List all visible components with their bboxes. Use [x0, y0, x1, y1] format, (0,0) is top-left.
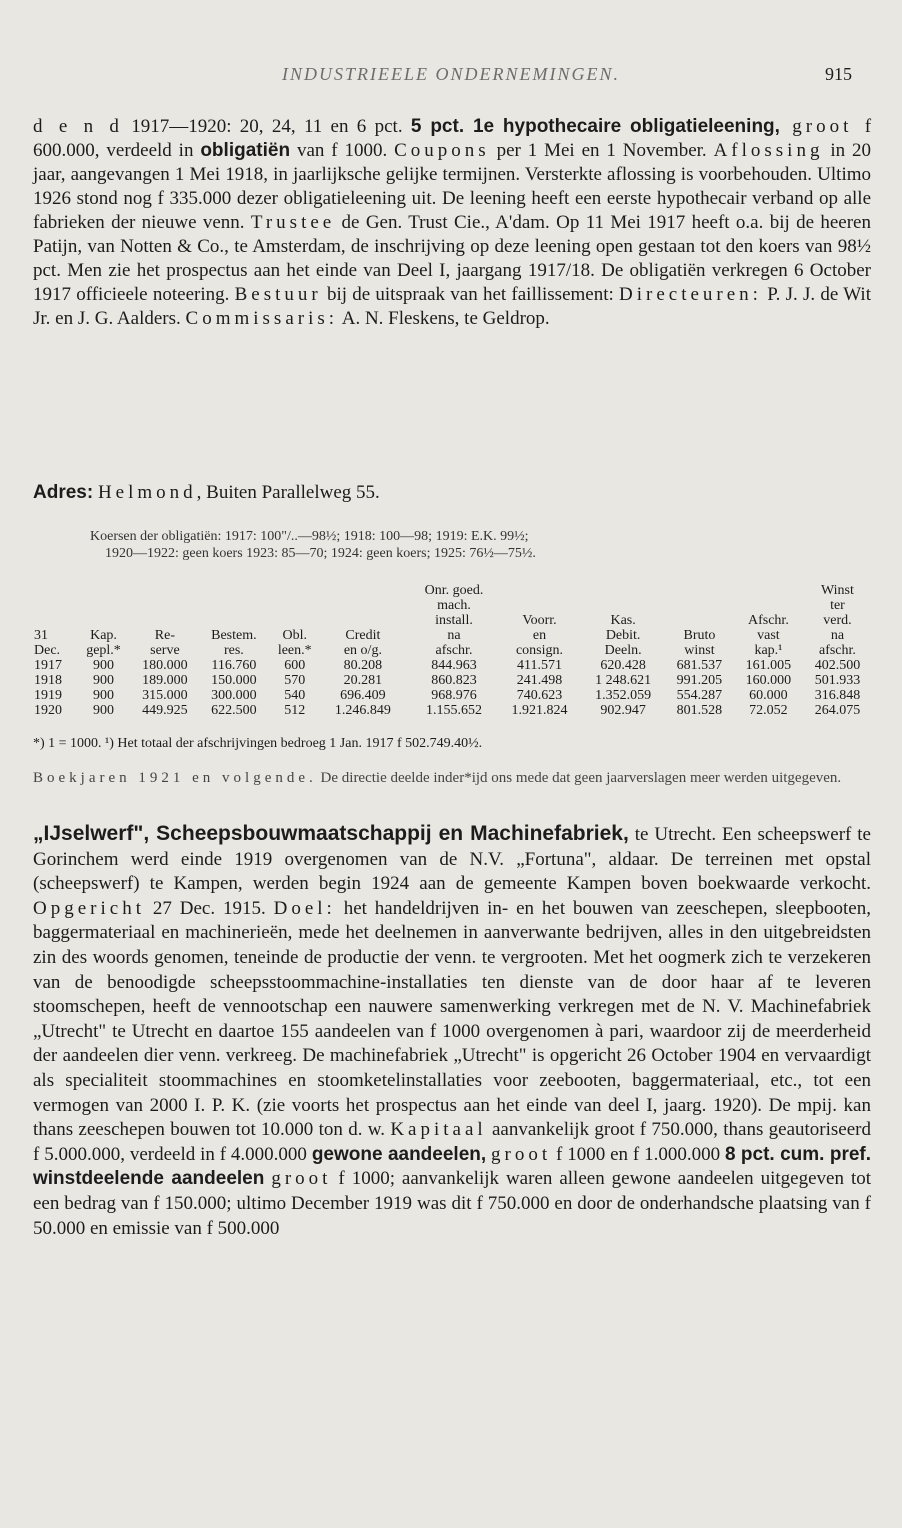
- table-cell: 1920: [34, 703, 62, 718]
- table-cell: 570: [284, 673, 306, 688]
- table-header-row: [32, 643, 872, 658]
- text-run: d e n d: [33, 116, 123, 137]
- table-cell: 681.537: [676, 658, 723, 673]
- table-row: [32, 673, 872, 688]
- company-paragraph: [33, 822, 871, 1241]
- table-cell: 1.352.059: [595, 688, 652, 703]
- text-run: in 20 jaar, aangevangen 1 Mei 1918, in jaarlijksche gelijke termijnen. Versterkte aflossing is voorbehouden. Ultimo 1926 stond nog f 335.000 dezer obligatieleening uit. De leening heeft een eerste hypothecair verband op alle fabrieken der nieuwe venn.: [33, 140, 872, 233]
- table-header-row: [32, 598, 872, 613]
- address-city: Helmond: [97, 482, 197, 503]
- table-cell: 411.571: [517, 658, 562, 673]
- table-header-row: [32, 628, 872, 643]
- table-cell: 189.000: [142, 673, 188, 688]
- table-cell: leen.*: [277, 643, 312, 658]
- table-cell: [32, 583, 77, 598]
- text-run: A. N. Fleskens, te Geldrop.: [338, 308, 550, 329]
- table-cell: [665, 583, 734, 598]
- text-run: groot: [779, 116, 865, 137]
- table-cell: [268, 613, 321, 628]
- table-cell: afschr.: [435, 643, 473, 658]
- table-cell: 315.000: [142, 688, 188, 703]
- table-cell: 72.052: [749, 703, 788, 718]
- table-cell: 1.921.824: [511, 703, 568, 718]
- table-cell: 316.848: [814, 688, 861, 703]
- table-cell: [130, 613, 199, 628]
- table-cell: mach.: [437, 598, 471, 613]
- table-cell: 180.000: [142, 658, 188, 673]
- table-cell: 900: [93, 703, 114, 718]
- table-cell: Debit.: [605, 628, 641, 643]
- address-street: , Buiten Parallelweg 55.: [196, 482, 380, 503]
- text-run: 1917—1920: 20, 24, 11 en 6 pct.: [122, 116, 411, 137]
- table-cell: 1919: [34, 688, 62, 703]
- table-cell: 991.205: [676, 673, 723, 688]
- text-run: f 1000; aanvankelijk waren alleen gewone aandeelen uitgegeven tot een bedrag van f 150.000; ultimo December 1919 was dit f 750.000 en door de onderhandsche plaatsing van f 50.000 en emissie van f 500.000: [33, 1168, 871, 1239]
- table-cell: Deeln.: [604, 643, 642, 658]
- table-cell: [77, 613, 131, 628]
- table-row: [32, 658, 872, 673]
- text-run: te Utrecht. Een scheepswerf te Gorinchem werd einde 1919 overgenomen van de N.V. „Fortuna", aldaar. De terreinen met opstal (scheepswerf) te Kampen, werden begin 1924 aan de gemeente Kampen boven boekwaarde verkocht.: [33, 824, 871, 895]
- table-cell: [199, 583, 268, 598]
- page-number: 915: [825, 64, 852, 84]
- table-cell: 968.976: [431, 688, 477, 703]
- table-cell: [581, 598, 665, 613]
- table-cell: Re-: [154, 628, 175, 643]
- table-cell: [321, 598, 405, 613]
- table-cell: [268, 583, 321, 598]
- table-cell: 116.760: [211, 658, 257, 673]
- table-cell: [130, 583, 199, 598]
- table-cell: Bestem.: [211, 628, 257, 643]
- text-run: van f 1000.: [290, 140, 395, 161]
- fiscal-years-note: [33, 770, 871, 786]
- table-cell: [581, 583, 665, 598]
- table-cell: 1917: [34, 658, 62, 673]
- table-cell: 902.947: [600, 703, 646, 718]
- table-cell: 20.281: [343, 673, 383, 688]
- table-cell: 600: [284, 658, 306, 673]
- table-cell: afschr.: [818, 643, 856, 658]
- page-header: [0, 60, 902, 90]
- table-cell: 31: [34, 628, 48, 643]
- spaced-term: Doel:: [273, 897, 336, 919]
- table-cell: 264.075: [814, 703, 861, 718]
- table-cell: en o/g.: [343, 643, 382, 658]
- text-run: f 1000 en f 1.000.000: [551, 1143, 725, 1165]
- text-run: aanvankelijk groot f 750.000, thans geautoriseerd f 5.000.000, verdeeld in f 4.000.000: [33, 1119, 872, 1165]
- table-cell: 80.208: [343, 658, 383, 673]
- spaced-term: Directeuren:: [619, 284, 762, 305]
- financial-table: [32, 583, 872, 718]
- table-cell: 1.246.849: [334, 703, 391, 718]
- bond-heading-2: obligatiën: [200, 140, 291, 161]
- table-cell: [734, 583, 803, 598]
- text-run: De directie deelde inder*ijd ons mede dat geen jaarverslagen meer werden uitgegeven.: [316, 770, 842, 786]
- table-cell: ter: [830, 598, 845, 613]
- table-cell: res.: [223, 643, 244, 658]
- table-cell: 900: [93, 688, 114, 703]
- spaced-term: groot: [271, 1168, 332, 1190]
- table-cell: Obl.: [282, 628, 307, 643]
- table-footnote: *) 1 = 1000. ¹) Het totaal der afschrijvingen bedroeg 1 Jan. 1917 f 502.749.40½.: [33, 736, 483, 751]
- table-cell: 300.000: [211, 688, 257, 703]
- text-run: f 600.000, verdeeld in: [33, 116, 872, 161]
- table-cell: 241.498: [516, 673, 563, 688]
- table-cell: Winst: [821, 583, 854, 598]
- table-cell: 1.155.652: [425, 703, 482, 718]
- text-run: de Gen. Trust Cie., A'dam. Op 11 Mei 1917 heeft o.a. bij de heeren Patijn, van Notten & Co., te Amsterdam, de inschrijving op deze leening open gestaan tot den koers van 98½ pct. Men zie het prospectus aan het einde van Deel I, jaargang 1917/18. De obligatiën verkregen 6 October 1917 officieele noteering.: [33, 212, 871, 305]
- table-cell: 161.005: [745, 658, 792, 673]
- table-cell: Kap.: [90, 628, 117, 643]
- spaced-term: Boekjaren 1921 en volgende.: [33, 770, 317, 786]
- table-cell: [498, 583, 582, 598]
- table-cell: [498, 598, 582, 613]
- obligation-paragraph: [33, 115, 871, 331]
- table-cell: [32, 598, 77, 613]
- share-type: gewone aandeelen,: [311, 1143, 487, 1165]
- spaced-term: Kapitaal: [390, 1119, 487, 1141]
- table-cell: consign.: [515, 643, 564, 658]
- financial-table-body: [32, 583, 872, 718]
- table-cell: Afschr.: [748, 613, 789, 628]
- table-cell: na: [830, 628, 845, 643]
- table-cell: kap.¹: [754, 643, 783, 658]
- table-cell: Kas.: [610, 613, 636, 628]
- table-cell: 696.409: [340, 688, 386, 703]
- table-cell: [32, 613, 77, 628]
- table-cell: 1918: [34, 673, 62, 688]
- table-cell: 554.287: [676, 688, 723, 703]
- table-cell: [321, 613, 405, 628]
- spaced-term: groot: [491, 1143, 552, 1165]
- address-label: Adres:: [33, 482, 94, 503]
- text-run: bij de uitspraak van het faillissement:: [321, 284, 620, 305]
- table-cell: winst: [684, 643, 715, 658]
- bond-heading: 5 pct. 1e hypothecaire obligatieleening,: [410, 116, 780, 137]
- table-cell: 449.925: [142, 703, 188, 718]
- table-cell: 150.000: [211, 673, 257, 688]
- running-head: INDUSTRIEELE ONDERNEMINGEN.: [282, 64, 620, 84]
- text-run: P. J. J. de Wit Jr. en J. G. Aalders.: [33, 284, 871, 329]
- table-header-row: [32, 613, 872, 628]
- table-cell: 622.500: [211, 703, 257, 718]
- table-cell: [734, 598, 803, 613]
- table-cell: Credit: [345, 628, 381, 643]
- table-cell: en: [532, 628, 547, 643]
- table-cell: serve: [150, 643, 180, 658]
- table-cell: 512: [284, 703, 306, 718]
- spaced-term: Trustee: [250, 212, 336, 233]
- quotes-line: Koersen der obligatiën: 1917: 100"/..—98½; 1918: 100—98; 1919: E.K. 99½;: [90, 529, 529, 544]
- table-cell: vast: [757, 628, 780, 643]
- spaced-term: Coupons: [394, 140, 490, 161]
- text-run: het handeldrijven in- en het bouwen van zeeschepen, sleepbooten, baggermateriaal en machinerieën, mede het deelnemen in aanverwante bedrijven, alles in den uitgebreidsten zin des woords genomen, teneinde de productie der venn. te vergrooten. Met het oogmerk zich te verzekeren van de benoodigde scheepsstoommachine-installaties ten dienste van de door haar af te leveren stoomschepen, heeft de vennootschap een nauwere samenwerking verkregen met de N. V. Machinefabriek „Utrecht" te Utrecht en daartoe 155 aandeelen van f 1000 overgenomen à pari, waardoor zij de meerderheid der aandeelen dier venn. verkreeg. De machinefabriek „Utrecht" is opgericht 26 October 1904 en vervaardigt als specialiteit stoommachines en stoomketelinstallaties voor zeebooten, baggermateriaal, etc., tot een vermogen van 2000 I. P. K. (zie voorts het prospectus aan het einde van deel I, jaarg. 1920). De mpij. kan thans zeeschepen bouwen tot 10.000 ton d. w.: [33, 897, 871, 1141]
- table-cell: Bruto: [683, 628, 716, 643]
- table-cell: [268, 598, 321, 613]
- spaced-term: Opgericht: [33, 897, 145, 919]
- text-run: per 1 Mei en 1 November.: [489, 140, 714, 161]
- company-title: „IJselwerf", Scheepsbouwmaatschappij en Machinefabriek,: [33, 822, 629, 845]
- table-cell: 844.963: [431, 658, 477, 673]
- address-line: [33, 480, 871, 506]
- table-cell: 402.500: [814, 658, 861, 673]
- table-cell: 900: [93, 673, 114, 688]
- table-cell: 501.933: [814, 673, 861, 688]
- spaced-term: Commissaris:: [185, 308, 339, 329]
- quotes-line: 1920—1922: geen koers 1923: 85—70; 1924: geen koers; 1925: 76½—75½.: [105, 546, 536, 561]
- table-cell: [665, 598, 734, 613]
- table-cell: 540: [284, 688, 306, 703]
- table-cell: [77, 583, 131, 598]
- table-cell: 801.528: [676, 703, 723, 718]
- table-row: [32, 688, 872, 703]
- table-cell: 900: [93, 658, 114, 673]
- table-cell: [321, 583, 405, 598]
- table-cell: Voorr.: [522, 613, 557, 628]
- table-cell: install.: [435, 613, 473, 628]
- table-cell: [199, 613, 268, 628]
- table-cell: na: [447, 628, 461, 643]
- table-cell: 1 248.621: [595, 673, 652, 688]
- table-cell: 160.000: [745, 673, 792, 688]
- table-header-row: [32, 583, 872, 598]
- text-run: 27 Dec. 1915.: [144, 897, 274, 919]
- table-cell: 60.000: [749, 688, 788, 703]
- table-cell: 620.428: [600, 658, 646, 673]
- table-cell: [77, 598, 131, 613]
- spaced-term: Bestuur: [234, 284, 322, 305]
- table-cell: verd.: [823, 613, 852, 628]
- table-row: [32, 703, 872, 718]
- spaced-term: Aflossing: [713, 140, 824, 161]
- table-cell: [130, 598, 199, 613]
- table-cell: Onr. goed.: [424, 583, 484, 598]
- table-cell: Dec.: [34, 643, 61, 658]
- share-type: 8 pct. cum. pref. winstdeelende aandeelen: [33, 1143, 872, 1190]
- table-cell: gepl.*: [86, 643, 121, 658]
- bond-quotations: [90, 528, 850, 562]
- table-cell: 740.623: [516, 688, 563, 703]
- table-cell: [665, 613, 734, 628]
- table-cell: 860.823: [431, 673, 477, 688]
- table-cell: [199, 598, 268, 613]
